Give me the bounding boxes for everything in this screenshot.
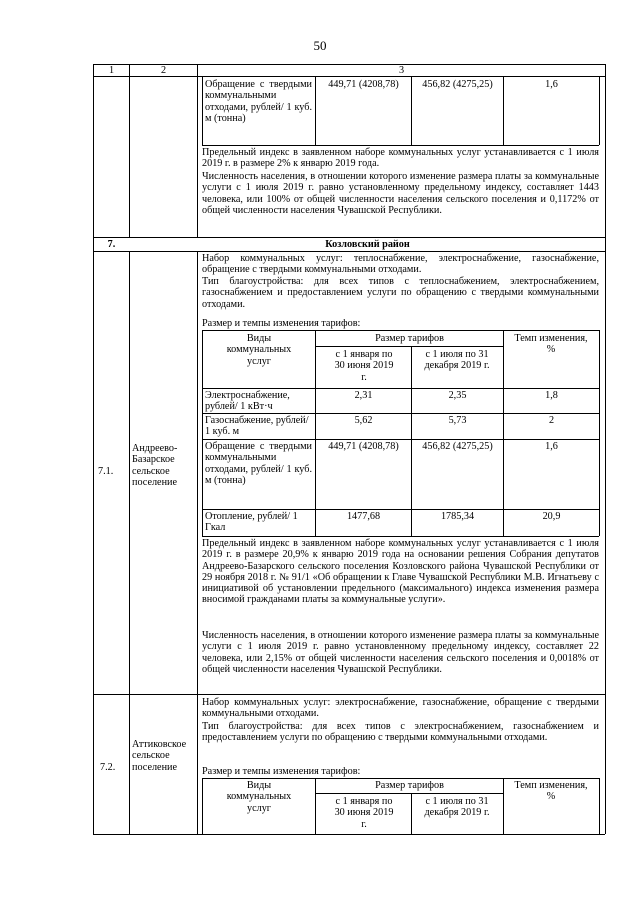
s71-row-waste-label: Обращение с твердыми коммунальными отходами, рублей/ 1 куб. м (тонна) bbox=[205, 441, 312, 486]
s72-head-rate: Темп изменения, % bbox=[514, 780, 588, 803]
s71-head-rate: Темп изменения, % bbox=[514, 333, 588, 356]
s72-services-text: Набор коммунальных услуг: электроснабжение, газоснабжение, обращение с твердыми коммунальными отходами. bbox=[202, 697, 599, 720]
header-col-1: 1 bbox=[108, 65, 115, 76]
district-name: Козловский район bbox=[325, 239, 410, 250]
page-number: 50 bbox=[313, 38, 327, 53]
s71-row-heating-jan-jun: 1477,68 bbox=[346, 511, 381, 522]
header-col-2: 2 bbox=[160, 65, 167, 76]
s71-index-text: Предельный индекс в заявленном наборе коммунальных услуг устанавливается с 1 июля 2019 г. в размере 20,9% к январю 2019 года на основании решения Собрания депутатов Андреево-Базарского сельского поселения Козловского района Чувашской Республики от 29 ноября 2018 г. № 91/1 «Об обращении к Главе Чувашской Республики М.В. Игнатьеву с инициативой об установлении предельного (максимального) индекса изменения размера вносимой гражданами платы за коммунальные услуги». bbox=[202, 538, 599, 606]
waste-label: Обращение с твердыми коммунальными отходами, рублей/ 1 куб. м (тонна) bbox=[205, 79, 312, 124]
s71-row-gas-rate: 2 bbox=[548, 415, 555, 426]
s71-tariffs-title: Размер и темпы изменения тарифов: bbox=[202, 318, 361, 329]
s71-head-period2: с 1 июля по 31 декабря 2019 г. bbox=[424, 349, 490, 372]
s72-tariffs-title: Размер и темпы изменения тарифов: bbox=[202, 766, 361, 777]
s71-row-heating-jul-dec: 1785,34 bbox=[440, 511, 475, 522]
district-number: 7. bbox=[107, 239, 116, 250]
s71-row-electricity-rate: 1,8 bbox=[545, 390, 558, 401]
s71-services-text: Набор коммунальных услуг: теплоснабжение, электроснабжение, газоснабжение, обращение с твердыми коммунальными отходами. bbox=[202, 253, 599, 276]
s71-row-gas-jul-dec: 5,73 bbox=[448, 415, 467, 426]
s71-row-waste-rate: 1,6 bbox=[545, 441, 558, 452]
s71-row-electricity-jul-dec: 2,35 bbox=[448, 390, 467, 401]
s71-head-period1: с 1 января по 30 июня 2019 г. bbox=[334, 349, 394, 383]
s72-head-period1: с 1 января по 30 июня 2019 г. bbox=[334, 796, 394, 830]
s71-settlement: Андреево-Базарское сельское поселение bbox=[132, 443, 178, 488]
s71-head-types: Виды коммунальных услуг bbox=[226, 333, 292, 367]
s72-head-types: Виды коммунальных услуг bbox=[226, 780, 292, 814]
s72-improvement-text: Тип благоустройства: для всех типов с электроснабжением, газоснабжением и предоставлением услуги по обращению с твердыми коммунальными отходами. bbox=[202, 721, 599, 744]
s72-number: 7.2. bbox=[100, 762, 116, 773]
s71-row-heating-rate: 20,9 bbox=[542, 511, 561, 522]
s71-row-gas-jan-jun: 5,62 bbox=[354, 415, 373, 426]
s72-settlement: Аттиковское сельское поселение bbox=[132, 739, 187, 773]
prev-population-text: Численность населения, в отношении которого изменение размера платы за коммунальные услуги с 1 июля 2019 г. равно установленному предельному индексу, составляет 1443 человека, или 100% от общей численности населения сельского поселения и 0,1172% от общей численности населения Чувашской Республики. bbox=[202, 171, 599, 216]
s71-population-text: Численность населения, в отношении которого изменение размера платы за коммунальные услуги с 1 июля 2019 г. равно установленному предельному индексу, составляет 22 человека, или 2,15% от общей численности населения сельского поселения и 0,0018% от общей численности населения Чувашской Республики. bbox=[202, 630, 599, 675]
waste-rate: 1,6 bbox=[545, 79, 558, 90]
s72-head-size: Размер тарифов bbox=[375, 780, 444, 791]
s71-row-waste-jul-dec: 456,82 (4275,25) bbox=[422, 441, 493, 452]
s71-row-waste-jan-jun: 449,71 (4208,78) bbox=[328, 441, 399, 452]
s71-row-heating-label: Отопление, рублей/ 1 Гкал bbox=[205, 511, 298, 534]
s72-head-period2: с 1 июля по 31 декабря 2019 г. bbox=[424, 796, 490, 819]
prev-index-text: Предельный индекс в заявленном наборе коммунальных услуг устанавливается с 1 июля 2019 г. в размере 2% к январю 2019 года. bbox=[202, 147, 599, 170]
s71-row-electricity-jan-jun: 2,31 bbox=[354, 390, 373, 401]
s71-row-electricity-label: Электроснабжение, рублей/ 1 кВт·ч bbox=[205, 390, 290, 413]
s71-head-size: Размер тарифов bbox=[375, 333, 444, 344]
header-col-3: 3 bbox=[398, 65, 405, 76]
s71-row-gas-label: Газоснабжение, рублей/ 1 куб. м bbox=[205, 415, 309, 438]
waste-jan-jun: 449,71 (4208,78) bbox=[328, 79, 399, 90]
waste-jul-dec: 456,82 (4275,25) bbox=[422, 79, 493, 90]
s71-improvement-text: Тип благоустройства: для всех типов с теплоснабжением, электроснабжением, газоснабжением и предоставлением услуги по обращению с твердыми коммунальными отходами. bbox=[202, 276, 599, 310]
s71-number: 7.1. bbox=[98, 466, 114, 477]
